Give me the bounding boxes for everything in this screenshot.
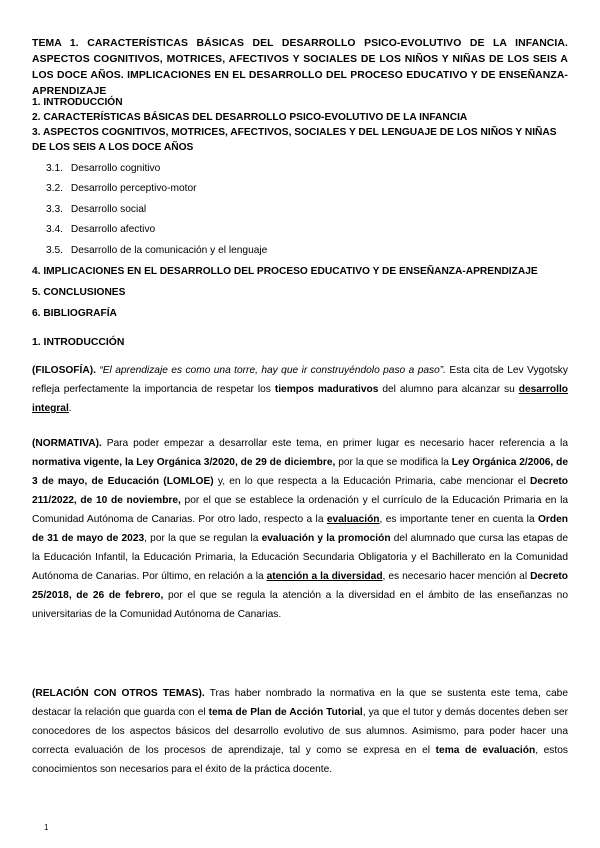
toc-subitem-3-2 — [46, 181, 197, 196]
paragraph-label: (NORMATIVA). — [32, 438, 102, 449]
toc-subitem-number: 3.3. — [46, 204, 63, 215]
paragraph-relacion-otros-temas — [32, 684, 568, 779]
paragraph-filosofia — [32, 361, 568, 418]
text: , ya que el tutor y demás docentes deben ser conocedores de los aspectos básicos del desarrollo evolutivo de sus alumnos. Asimismo, para poder hacer una correcta evaluación de los procesos de aprendizaje, tal y como se expresa en el — [32, 707, 568, 756]
quote: “El aprendizaje es como una torre, hay que ir construyéndolo paso a paso”. — [99, 365, 447, 376]
toc-subitem-label: Desarrollo afectivo — [70, 224, 156, 235]
paragraph-label: (RELACIÓN CON OTROS TEMAS). — [32, 688, 205, 699]
text: y, en lo que respecta a la Educación Primaria, cabe mencionar el — [213, 476, 531, 487]
emphasis: tema de evaluación — [435, 745, 536, 756]
text: , es necesario hacer mención al — [382, 571, 531, 582]
toc-subitem-3-3 — [46, 202, 146, 217]
toc-subitem-3-1 — [46, 161, 160, 176]
toc-item-5: 5. CONCLUSIONES — [32, 287, 126, 298]
toc-subitem-number: 3.1. — [46, 163, 63, 174]
emphasis: evaluación y la promoción — [261, 533, 391, 544]
emphasis: Ley Orgánica 2/2006, de 3 de mayo, de Educación (LOMLOE) — [32, 457, 568, 487]
text: por el que se establece la ordenación y el currículo de la Educación Primaria en la Comunidad Autónoma de Canarias. Por otro lado, respecto a la — [32, 495, 568, 525]
toc-subitem-label: Desarrollo social — [70, 204, 147, 215]
emphasis: Decreto 211/2022, de 10 de noviembre, — [32, 476, 568, 506]
toc-item-2: 2. CARACTERÍSTICAS BÁSICAS DEL DESARROLLO PSICO-EVOLUTIVO DE LA INFANCIA — [32, 112, 468, 123]
document-title: TEMA 1. CARACTERÍSTICAS BÁSICAS DEL DESARROLLO PSICO-EVOLUTIVO DE LA INFANCIA. ASPECTOS COGNITIVOS, MOTRICES, AFECTIVOS Y SOCIALES DE LOS NIÑOS Y NIÑAS DE LOS SEIS A LOS DOCE AÑOS. IMPLICACIONES EN EL DESARROLLO DEL PROCESO EDUCATIVO Y DE ENSEÑANZA-APRENDIZAJE — [32, 38, 568, 97]
paragraph-label: (FILOSOFÍA). — [32, 365, 96, 376]
text: . — [68, 403, 72, 414]
emphasis: Orden de 31 de mayo de 2023 — [32, 514, 569, 544]
text: Esta cita de Lev Vygotsky refleja perfectamente la importancia de respetar los — [32, 365, 568, 395]
emphasis: tiempos madurativos — [274, 384, 379, 395]
toc-subitem-3-4 — [46, 222, 155, 237]
emphasis-underlined: evaluación — [326, 514, 380, 525]
emphasis-underlined: atención a la diversidad — [266, 571, 383, 582]
toc-subitem-label: Desarrollo cognitivo — [70, 163, 161, 174]
text: por la que se modifica la — [335, 457, 452, 468]
emphasis-underlined: desarrollo integral — [32, 384, 569, 414]
emphasis: normativa vigente, la Ley Orgánica 3/2020, de 29 de diciembre, — [32, 457, 336, 468]
section-heading-introduccion: 1. INTRODUCCIÓN — [32, 337, 125, 348]
text: Tras haber nombrado la normativa en la que se sustenta este tema, cabe destacar la relación que guarda con el — [32, 688, 568, 718]
text: del alumno para alcanzar su — [378, 384, 519, 395]
toc-subitem-number: 3.5. — [46, 245, 63, 256]
emphasis: Decreto 25/2018, de 26 de febrero, — [32, 571, 569, 601]
toc-item-4: 4. IMPLICACIONES EN EL DESARROLLO DEL PROCESO EDUCATIVO Y DE ENSEÑANZA-APRENDIZAJE — [32, 266, 538, 277]
toc-subitem-3-5 — [46, 243, 267, 258]
text: , por la que se regulan la — [144, 533, 262, 544]
toc-item-3: 3. ASPECTOS COGNITIVOS, MOTRICES, AFECTIVOS, SOCIALES Y DEL LENGUAJE DE LOS NIÑOS Y NIÑAS DE LOS SEIS A LOS DOCE AÑOS — [32, 127, 557, 153]
toc-subitem-label: Desarrollo de la comunicación y el lenguaje — [70, 245, 268, 256]
text: , es importante tener en cuenta la — [379, 514, 538, 525]
text: del alumnado que cursa las etapas de la Educación Infantil, la Educación Primaria, la Educación Secundaria Obligatoria y el Bachillerato en la Comunidad Autónoma de Canarias. Por último, en relación a la — [32, 533, 569, 582]
text: por el que se regula la atención a la diversidad en el ámbito de las enseñanzas no universitarias de la Comunidad Autónoma de Canarias. — [32, 590, 568, 620]
paragraph-normativa — [32, 434, 568, 624]
text: Para poder empezar a desarrollar este tema, en primer lugar es necesario hacer referencia a la — [101, 438, 568, 449]
toc-item-6: 6. BIBLIOGRAFÍA — [32, 308, 117, 319]
toc-subitem-label: Desarrollo perceptivo-motor — [70, 183, 197, 194]
toc-subitem-number: 3.4. — [46, 224, 63, 235]
text: , estos conocimientos son necesarios para el éxito de la práctica docente. — [32, 745, 568, 775]
page-number: 1 — [44, 823, 49, 832]
emphasis: tema de Plan de Acción Tutorial — [208, 707, 363, 718]
toc-subitem-number: 3.2. — [46, 183, 63, 194]
toc-item-1: 1. INTRODUCCIÓN — [32, 97, 123, 108]
